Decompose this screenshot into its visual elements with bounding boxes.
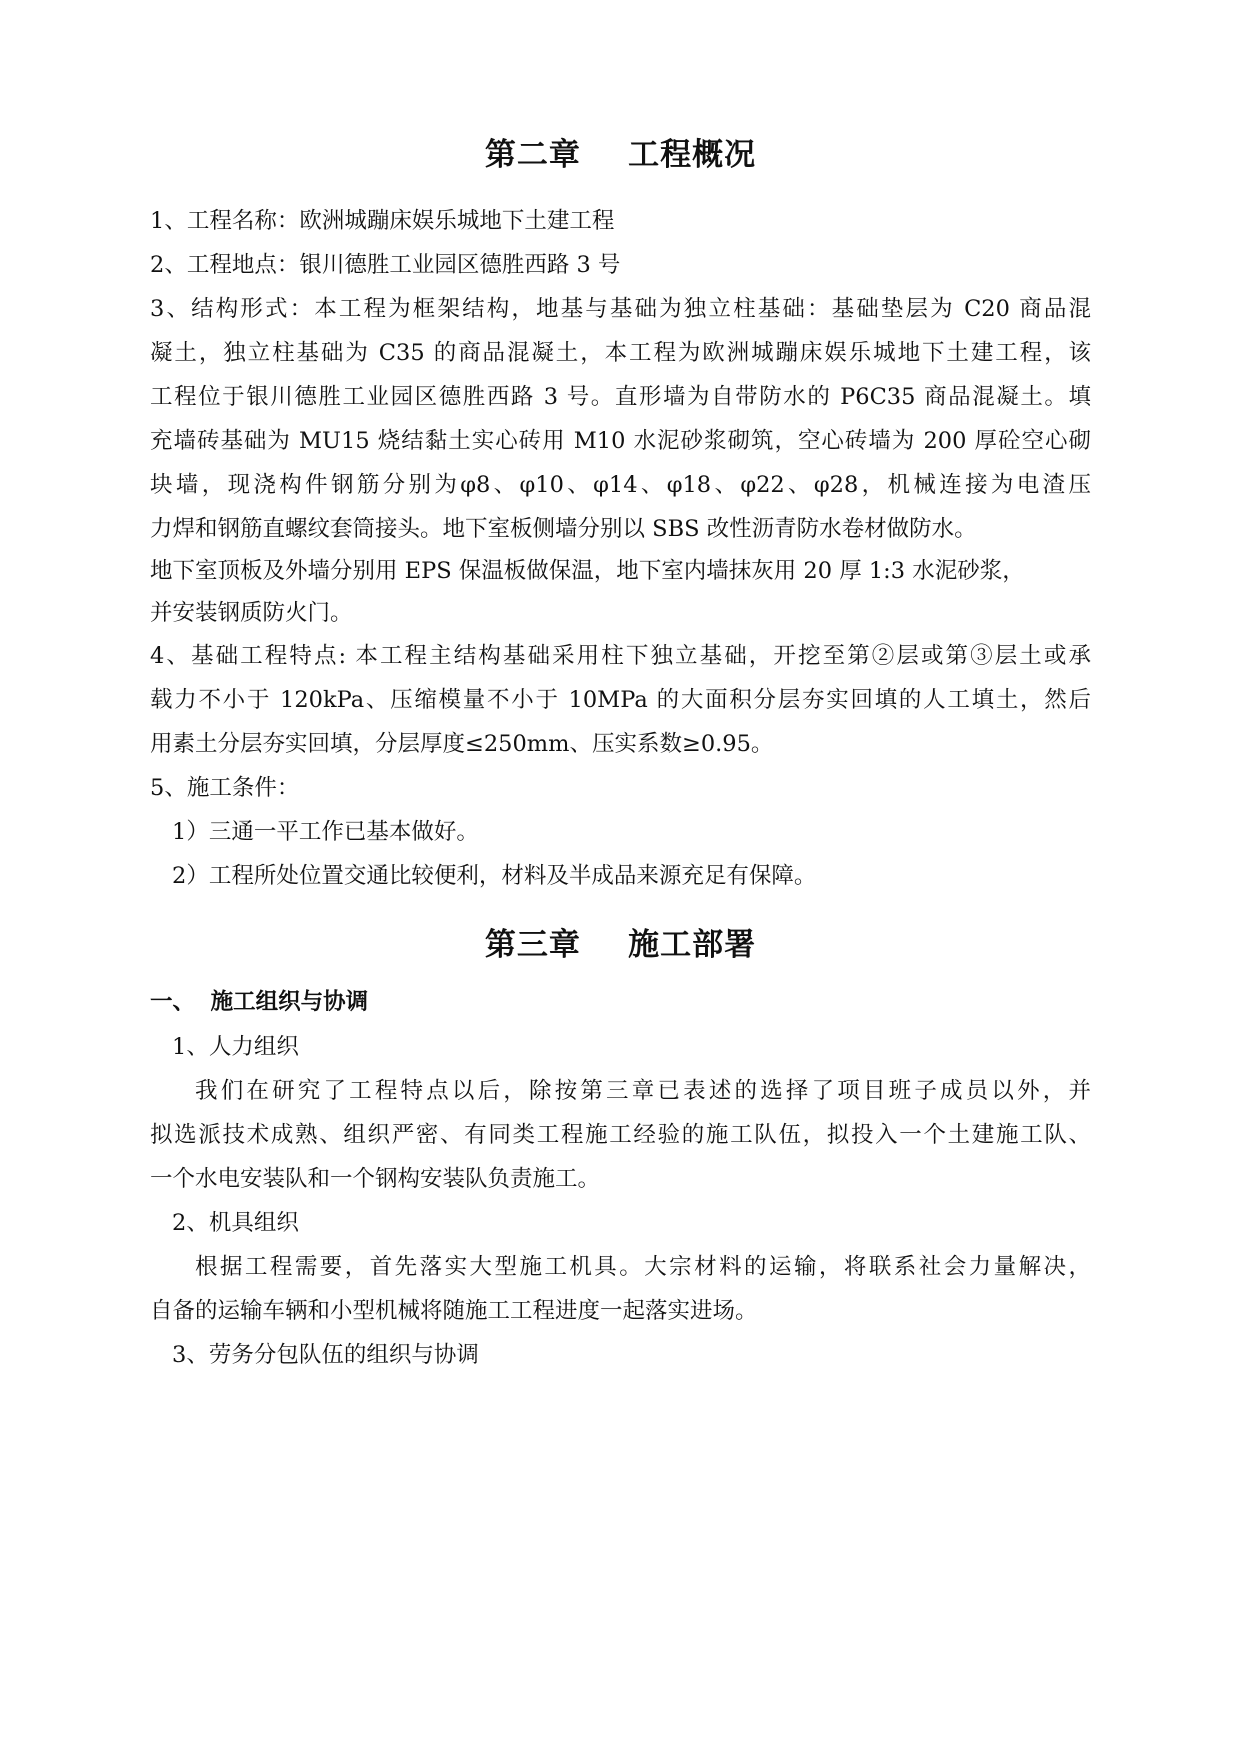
structure-paragraph-line: 充墙砖基础为 MU15 烧结黏土实心砖用 M10 水泥砂浆砌筑，空心砖墙为 200 厚砼空心砌	[150, 428, 1091, 454]
condition-item: 2）工程所处位置交通比较便利，材料及半成品来源充足有保障。	[172, 863, 817, 889]
subsection-heading: 3、劳务分包队伍的组织与协调	[172, 1342, 479, 1368]
insulation-paragraph-line: 并安装钢质防火门。	[150, 600, 353, 626]
structure-paragraph-line: 3、结构形式：本工程为框架结构，地基与基础为独立柱基础：基础垫层为 C20 商品混	[150, 296, 1091, 322]
manpower-paragraph-line: 我们在研究了工程特点以后，除按第三章已表述的选择了项目班子成员以外，并	[195, 1078, 1091, 1104]
project-location-line: 2、工程地点：银川德胜工业园区德胜西路 3 号	[150, 252, 621, 278]
project-name-line: 1、工程名称：欧洲城蹦床娱乐城地下土建工程	[150, 208, 615, 234]
machinery-paragraph-line: 自备的运输车辆和小型机械将随施工工程进度一起落实进场。	[150, 1298, 758, 1324]
manpower-paragraph-line: 一个水电安装队和一个钢构安装队负责施工。	[150, 1166, 601, 1192]
construction-conditions-line: 5、施工条件：	[150, 775, 300, 801]
subsection-heading: 2、机具组织	[172, 1210, 299, 1236]
structure-paragraph-line: 块墙，现浇构件钢筋分别为φ8、φ10、φ14、φ18、φ22、φ28，机械连接为电渣压	[150, 472, 1091, 498]
chapter-3-title: 第三章 施工部署	[484, 927, 757, 963]
foundation-paragraph-line: 载力不小于 120kPa、压缩模量不小于 10MPa 的大面积分层夯实回填的人工填土，然后	[150, 687, 1091, 713]
foundation-paragraph-line: 用素土分层夯实回填，分层厚度≤250mm、压实系数≥0.95。	[150, 731, 774, 757]
subsection-heading: 1、人力组织	[172, 1034, 299, 1060]
chapter-2-title: 第二章 工程概况	[484, 137, 757, 173]
structure-paragraph-line: 工程位于银川德胜工业园区德胜西路 3 号。直形墙为自带防水的 P6C35 商品混凝土。填	[150, 384, 1091, 410]
manpower-paragraph-line: 拟选派技术成熟、组织严密、有同类工程施工经验的施工队伍，拟投入一个土建施工队、	[150, 1122, 1091, 1148]
foundation-paragraph-line: 4、基础工程特点: 本工程主结构基础采用柱下独立基础，开挖至第②层或第③层土或承	[150, 643, 1091, 669]
machinery-paragraph-line: 根据工程需要，首先落实大型施工机具。大宗材料的运输，将联系社会力量解决，	[195, 1254, 1091, 1280]
section-heading: 一、 施工组织与协调	[150, 989, 369, 1015]
structure-paragraph-line: 力焊和钢筋直螺纹套筒接头。地下室板侧墙分别以 SBS 改性沥青防水卷材做防水。	[150, 516, 977, 542]
insulation-paragraph-line: 地下室顶板及外墙分别用 EPS 保温板做保温，地下室内墙抹灰用 20 厚 1:3 水泥砂浆，	[150, 558, 1025, 584]
condition-item: 1）三通一平工作已基本做好。	[172, 819, 479, 845]
structure-paragraph-line: 凝土，独立柱基础为 C35 的商品混凝土，本工程为欧洲城蹦床娱乐城地下土建工程，该	[150, 340, 1091, 366]
